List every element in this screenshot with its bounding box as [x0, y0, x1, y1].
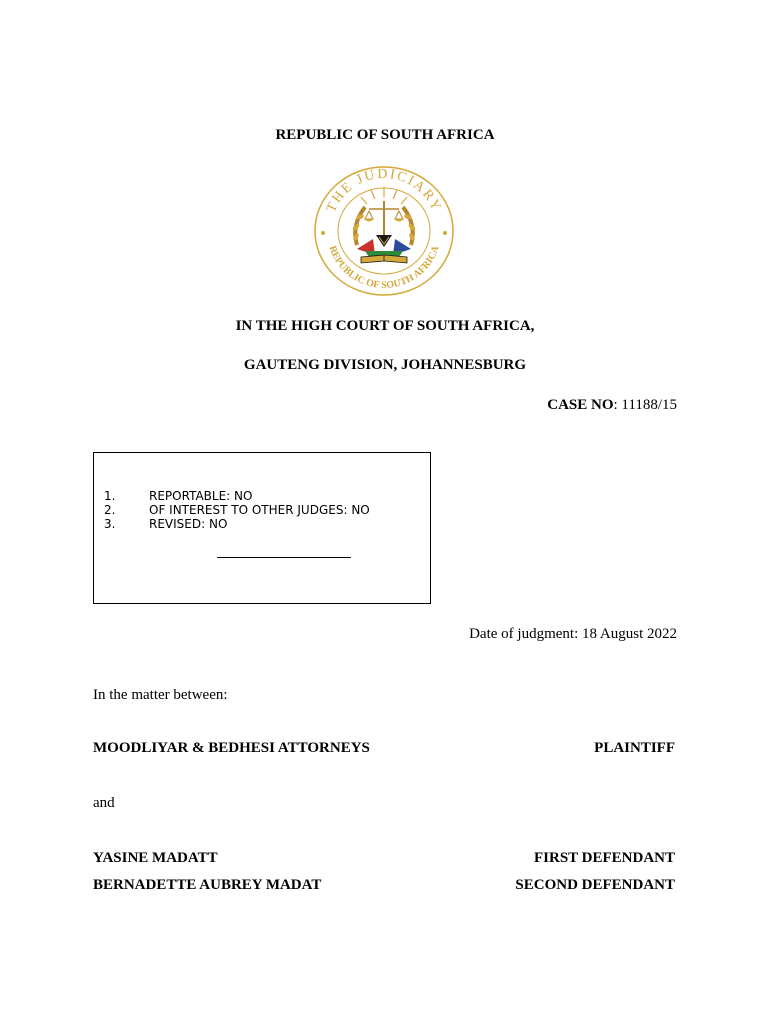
status-box — [93, 452, 431, 604]
plaintiff-role: PLAINTIFF — [594, 740, 675, 756]
status-item-number: 2. — [104, 503, 116, 517]
svg-text:REPUBLIC OF SOUTH AFRICA: REPUBLIC OF SOUTH AFRICA — [326, 244, 442, 292]
case-number-line — [547, 397, 677, 414]
case-number-value: : 11188/15 — [613, 397, 677, 413]
court-name: IN THE HIGH COURT OF SOUTH AFRICA, — [235, 318, 535, 334]
status-item-reportable: REPORTABLE: NO — [149, 489, 253, 503]
matter-intro: In the matter between: — [93, 687, 228, 703]
status-item-revised: REVISED: NO — [149, 517, 228, 531]
court-division: GAUTENG DIVISION, JOHANNESBURG — [243, 357, 527, 373]
first-defendant-role: FIRST DEFENDANT — [534, 850, 675, 866]
status-item-number: 3. — [104, 517, 116, 531]
second-defendant-name: BERNADETTE AUBREY MADAT — [93, 877, 322, 893]
case-number-label: CASE NO — [547, 397, 614, 413]
second-defendant-role: SECOND DEFENDANT — [515, 877, 675, 893]
conjunction-text: and — [93, 795, 115, 811]
judgment-date: Date of judgment: 18 August 2022 — [469, 626, 677, 642]
status-item-interest: OF INTEREST TO OTHER JUDGES: NO — [149, 503, 370, 517]
first-defendant-name: YASINE MADATT — [93, 850, 218, 866]
svg-text:THE JUDICIARY: THE JUDICIARY — [323, 166, 445, 215]
plaintiff-name: MOODLIYAR & BEDHESI ATTORNEYS — [93, 740, 370, 756]
country-heading: REPUBLIC OF SOUTH AFRICA — [275, 127, 495, 143]
status-item-number: 1. — [104, 489, 116, 503]
signature-line — [217, 557, 351, 558]
judiciary-seal-logo — [313, 165, 455, 298]
